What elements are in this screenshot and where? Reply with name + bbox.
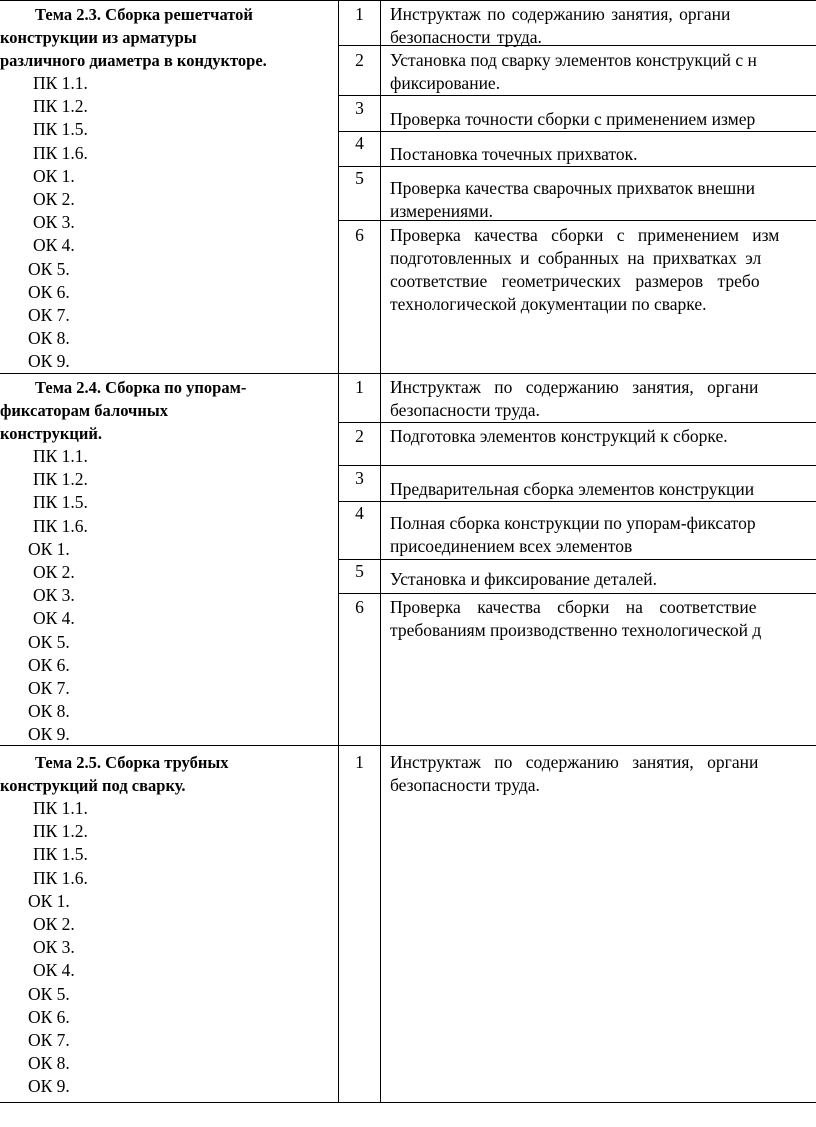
competency-code: ОК 3. — [33, 937, 75, 958]
task-line: безопасности труда. — [390, 400, 540, 420]
task-number: 1 — [355, 4, 364, 24]
task-number: 1 — [355, 752, 364, 772]
task-border — [338, 131, 816, 132]
task-number: 1 — [355, 377, 364, 397]
topic-title-line: конструкций. — [0, 424, 103, 443]
competency-list — [0, 797, 338, 1099]
task-text — [390, 596, 816, 642]
competency-code: ОК 6. — [28, 1006, 70, 1027]
task-number: 2 — [355, 50, 364, 70]
competency-code: ОК 6. — [28, 654, 70, 675]
competency-code: ПК 1.1. — [33, 73, 88, 93]
task-line: соответствие геометрических размеров требо — [390, 271, 760, 291]
task-text — [390, 478, 816, 501]
topic-title — [0, 3, 338, 72]
task-border — [338, 166, 816, 167]
task-text — [390, 3, 816, 49]
task-number: 5 — [355, 561, 364, 581]
task-number: 3 — [355, 98, 364, 118]
competency-code: ПК 1.2. — [33, 469, 88, 490]
competency-code: ОК 4. — [33, 608, 75, 629]
task-line: Инструктаж по содержанию занятия, органи — [390, 377, 759, 397]
competency-code: ПК 1.1. — [33, 446, 88, 466]
row-border — [0, 0, 816, 1]
task-text — [390, 177, 816, 223]
task-border — [338, 559, 816, 560]
competency-code: ОК 9. — [28, 351, 70, 372]
task-line: Установка и фиксирование деталей. — [390, 569, 657, 589]
competency-code: ОК 7. — [28, 678, 70, 699]
topic-cell-2-4 — [0, 376, 338, 747]
topic-cell-2-5 — [0, 751, 338, 1099]
competency-code: ОК 2. — [33, 562, 75, 583]
competency-code: ОК 6. — [28, 281, 70, 302]
task-text — [390, 49, 816, 95]
task-text — [390, 512, 816, 558]
competency-code: ПК 1.5. — [33, 119, 88, 140]
task-line: Подготовка элементов конструкций к сборке. — [390, 426, 728, 446]
row-border — [0, 1102, 816, 1103]
topic-title-line: различного диаметра в кондукторе. — [0, 51, 267, 70]
competency-code: ОК 3. — [33, 212, 75, 233]
competency-code: ОК 8. — [28, 1053, 70, 1074]
task-text — [390, 568, 816, 591]
competency-code: ПК 1.5. — [33, 492, 88, 513]
competency-code: ОК 9. — [28, 724, 70, 745]
competency-code: ОК 5. — [28, 631, 70, 652]
topic-title — [0, 376, 338, 445]
task-line: Полная сборка конструкции по упорам-фиксатор — [390, 513, 756, 533]
task-line: Проверка точности сборки с применением измер — [390, 109, 756, 129]
competency-code: ПК 1.6. — [33, 515, 88, 536]
task-line: Проверка качества сборки с применением изм — [390, 225, 780, 245]
task-number: 5 — [355, 168, 364, 188]
task-text — [390, 143, 816, 166]
topic-cell-2-3 — [0, 3, 338, 374]
topic-title — [0, 751, 338, 797]
competency-code: ОК 4. — [33, 960, 75, 981]
task-border — [338, 465, 816, 466]
competency-code: ОК 1. — [33, 165, 75, 186]
task-line: присоединением всех элементов — [390, 536, 633, 556]
task-number: 2 — [355, 426, 364, 446]
competency-list — [0, 445, 338, 747]
competency-code: ПК 1.5. — [33, 844, 88, 865]
competency-code: ОК 1. — [28, 890, 70, 911]
competency-code: ПК 1.6. — [33, 867, 88, 888]
topic-title-line: конструкции из арматуры — [0, 28, 197, 47]
competency-code: ОК 8. — [28, 328, 70, 349]
task-border — [338, 501, 816, 502]
competency-code: ОК 2. — [33, 189, 75, 210]
competency-code: ПК 1.2. — [33, 96, 88, 117]
competency-code: ПК 1.2. — [33, 821, 88, 842]
task-border — [338, 593, 816, 594]
task-text — [390, 224, 816, 316]
task-text — [390, 751, 816, 797]
topic-title-line: Тема 2.3. Сборка решетчатой — [35, 5, 253, 24]
task-line: Проверка качества сборки на соответствие — [390, 597, 757, 617]
task-line: Инструктаж по содержанию занятия, органи — [390, 4, 731, 24]
topic-title-line: Тема 2.5. Сборка трубных — [35, 753, 229, 772]
task-text — [390, 108, 816, 131]
competency-code: ОК 9. — [28, 1076, 70, 1097]
competency-code: ПК 1.6. — [33, 142, 88, 163]
task-text — [390, 425, 816, 448]
task-line: технологической документации по сварке. — [390, 294, 707, 314]
topic-title-line: Тема 2.4. Сборка по упорам- — [35, 378, 247, 397]
competency-code: ОК 4. — [33, 235, 75, 256]
topic-title-line: фиксаторам балочных — [0, 401, 168, 420]
task-number: 4 — [355, 503, 364, 523]
task-text — [390, 376, 816, 422]
competency-code: ОК 8. — [28, 701, 70, 722]
task-line: подготовленных и собранных на прихватках эл — [390, 248, 762, 268]
task-line: Проверка качества сварочных прихваток внешни — [390, 178, 755, 198]
competency-code: ОК 2. — [33, 914, 75, 935]
competency-code: ОК 5. — [28, 983, 70, 1004]
task-line: Установка под сварку элементов конструкций с н — [390, 50, 757, 70]
competency-code: ОК 7. — [28, 305, 70, 326]
competency-code: ОК 1. — [28, 538, 70, 559]
task-number: 6 — [355, 597, 364, 617]
task-line: безопасности труда. — [390, 27, 542, 47]
competency-list — [0, 72, 338, 374]
task-line: фиксирование. — [390, 73, 501, 93]
competency-code: ПК 1.1. — [33, 798, 88, 818]
task-line: требованиям производственно технологической д — [390, 620, 762, 640]
competency-code: ОК 3. — [33, 585, 75, 606]
competency-code: ОК 7. — [28, 1030, 70, 1051]
task-border — [338, 95, 816, 96]
competency-code: ОК 5. — [28, 258, 70, 279]
task-line: безопасности труда. — [390, 775, 540, 795]
task-line: Предварительная сборка элементов конструкции — [390, 479, 755, 499]
task-line: Инструктаж по содержанию занятия, органи — [390, 752, 759, 772]
task-line: измерениями. — [390, 201, 493, 221]
task-number: 3 — [355, 468, 364, 488]
task-border — [338, 422, 816, 423]
task-number: 4 — [355, 133, 364, 153]
task-number: 6 — [355, 225, 364, 245]
task-line: Постановка точечных прихваток. — [390, 144, 638, 164]
topic-title-line: конструкций под сварку. — [0, 776, 186, 795]
